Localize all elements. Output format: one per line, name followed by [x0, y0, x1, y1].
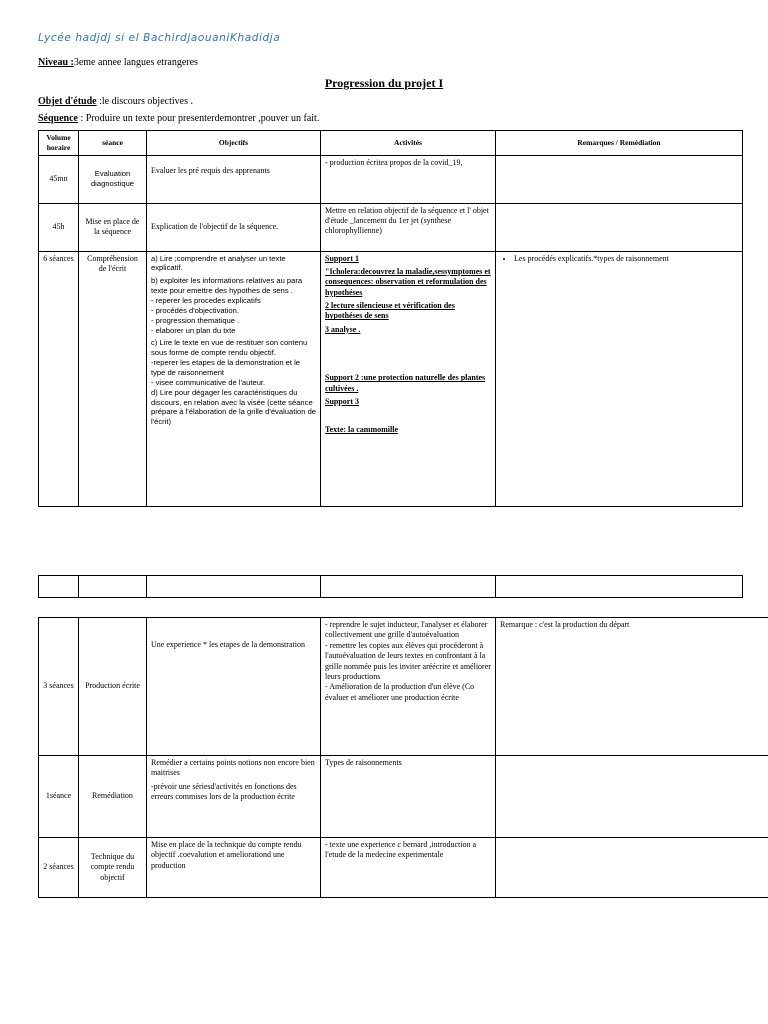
cell-seance: Mise en place de la séquence: [79, 203, 147, 251]
cell-objectifs: Une experience * les etapes de la demonstration: [147, 618, 321, 756]
texte-cammomille: Texte: la cammomille: [325, 425, 399, 435]
progression-table-2: [38, 617, 768, 898]
activite-2: - remettre les copies aux élèves qui procéderont à l'autoévaluation de leurs textes en confrontant à la grille nommée puis les inviter aréécrire et améliorer leurs productions: [325, 640, 491, 681]
cell-seance: Remédiation: [79, 756, 147, 838]
support-1-detail: "Icholera:decouvrez la maladie,sessymptomes et consequences: observation et reformulation des hypothéses: [325, 266, 491, 297]
objet-label: Objet d'étude: [38, 96, 97, 107]
objectif-1: Remédier a certains points notions non encore bien maitrises: [151, 758, 315, 778]
niveau-label: Niveau :: [38, 57, 74, 68]
header-activites: Activités: [321, 131, 496, 156]
cell-remarques: [496, 756, 768, 838]
header-objectifs: Objectifs: [147, 131, 321, 156]
objectif-b2: - procédés d'objectivation.: [151, 305, 239, 315]
cell-remarques: [496, 838, 768, 898]
cell-activites: - production écritea propos de la covid_19,: [321, 155, 496, 203]
activite-1: - reprendre le sujet inducteur, l'analyser et élaborer collectivement une grille d'autoévaluation: [325, 620, 488, 640]
header-seance: séance: [79, 131, 147, 156]
support-1: Support 1: [325, 253, 360, 263]
cell-activites: [321, 618, 496, 756]
sequence-value: : Produire un texte pour presenterdemontrer ,pouver un fait.: [78, 113, 320, 124]
objectif-b: b) exploiter les informations relatives au para texte pour emettre des hypothes de sens .: [151, 276, 303, 296]
empty-cell: [79, 576, 147, 598]
progression-table: [38, 130, 743, 507]
table-row: [39, 203, 743, 251]
empty-row: [39, 576, 743, 598]
cell-volume: 45mn: [39, 155, 79, 203]
cell-objectifs: [147, 756, 321, 838]
cell-activites: Types de raisonnements: [321, 756, 496, 838]
objet-value: :le discours objectives .: [96, 96, 193, 107]
table-row: [39, 838, 768, 898]
objectif-b4: - elaborer un plan du txte: [151, 325, 236, 335]
cell-activites: [321, 251, 496, 506]
empty-table: [38, 575, 743, 598]
table-row: [39, 756, 768, 838]
objectif-c2: - visee communicative de l'auteur.: [151, 377, 266, 387]
objectif-a: a) Lire ;comprendre et analyser un texte explicatif.: [151, 253, 286, 273]
cell-volume: 3 séances: [39, 618, 79, 756]
empty-cell: [39, 576, 79, 598]
cell-seance: Production écrite: [79, 618, 147, 756]
empty-cell: [147, 576, 321, 598]
table-row: [39, 155, 743, 203]
cell-objectifs: Explication de l'objectif de la séquence.: [147, 203, 321, 251]
cell-volume: 2 séances: [39, 838, 79, 898]
cell-volume: 45h: [39, 203, 79, 251]
cell-objectifs: Evaluer les pré requis des apprenants: [147, 155, 321, 203]
cell-objectifs: [147, 251, 321, 506]
table-row: [39, 618, 768, 756]
empty-cell: [321, 576, 496, 598]
page-title: Progression du projet I: [324, 76, 444, 90]
table-row: [39, 251, 743, 506]
cell-remarques: Remarque : c'est la production du départ: [496, 618, 768, 756]
cell-volume: 1séance: [39, 756, 79, 838]
header-remarques: Remarques / Remédiation: [496, 131, 743, 156]
cell-seance: Evaluation diagnostique: [79, 155, 147, 203]
support-3: Support 3: [325, 397, 360, 407]
activite-analyse: 3 analyse .: [325, 324, 361, 334]
cell-remarques: [496, 155, 743, 203]
objectif-b1: - reperer les procedes explicatifs: [151, 295, 261, 305]
empty-cell: [496, 576, 743, 598]
sequence-label: Séquence: [38, 113, 78, 124]
cell-remarques: [496, 203, 743, 251]
activite-lecture: 2 lecture silencieuse et vérification des hypothéses de sens: [325, 301, 455, 321]
cell-seance: Compréhension de l'écrit: [79, 251, 147, 506]
header-volume: Volume horaire: [39, 131, 79, 156]
objectif-2: -prévoir une sériesd'activités en fonctions des erreurs commises lors de la production écrite: [151, 781, 297, 802]
cell-activites: Mettre en relation objectif de la séquence et l' objet d'étude _lancement du 1er jet (synthese chlorophyllienne): [321, 203, 496, 251]
objectif-d: d) Lire pour dégager les caractéristiques du discours, en relation avec la visée (cette séance prépare à l'élaboration de la grille d'évaluation de l'écrit): [151, 387, 317, 427]
school-name: Lycée hadjdj si el BachirdjaouaniKhadidja: [38, 32, 281, 44]
table-header-row: [39, 131, 743, 156]
cell-volume: 6 séances: [39, 251, 79, 506]
remarque-item: • Les procédés explicatifs.*types de raisonnement: [514, 254, 738, 264]
support-2: Support 2 :une protection naturelle des plantes cultivées .: [325, 373, 486, 393]
activite-3: - Amélioration de la production d'un élève (Co évaluer et améliorer une production écrite: [325, 682, 475, 702]
niveau-line: [38, 57, 198, 68]
cell-objectifs: Mise en place de la technique du compte rendu objectif .coevalution et ameliorationd une production: [147, 838, 321, 898]
objectif-c1: -reperer les etapes de la demonstration et le type de raisonnement: [151, 358, 301, 377]
cell-activites: - texte une experience c bernard ,introduction a l'etude de la medecine experimentale: [321, 838, 496, 898]
cell-remarques: [496, 251, 743, 506]
objet-line: [38, 96, 193, 107]
cell-seance: Technique du compte rendu objectif: [79, 838, 147, 898]
niveau-value: 3eme annee langues etrangeres: [73, 57, 198, 68]
objectif-b3: - progression thematique .: [151, 315, 240, 325]
objectif-c: c) Lire le texte en vue de restituer son contenu sous forme de compte rendu objectif.: [151, 338, 308, 358]
sequence-line: [38, 113, 319, 124]
